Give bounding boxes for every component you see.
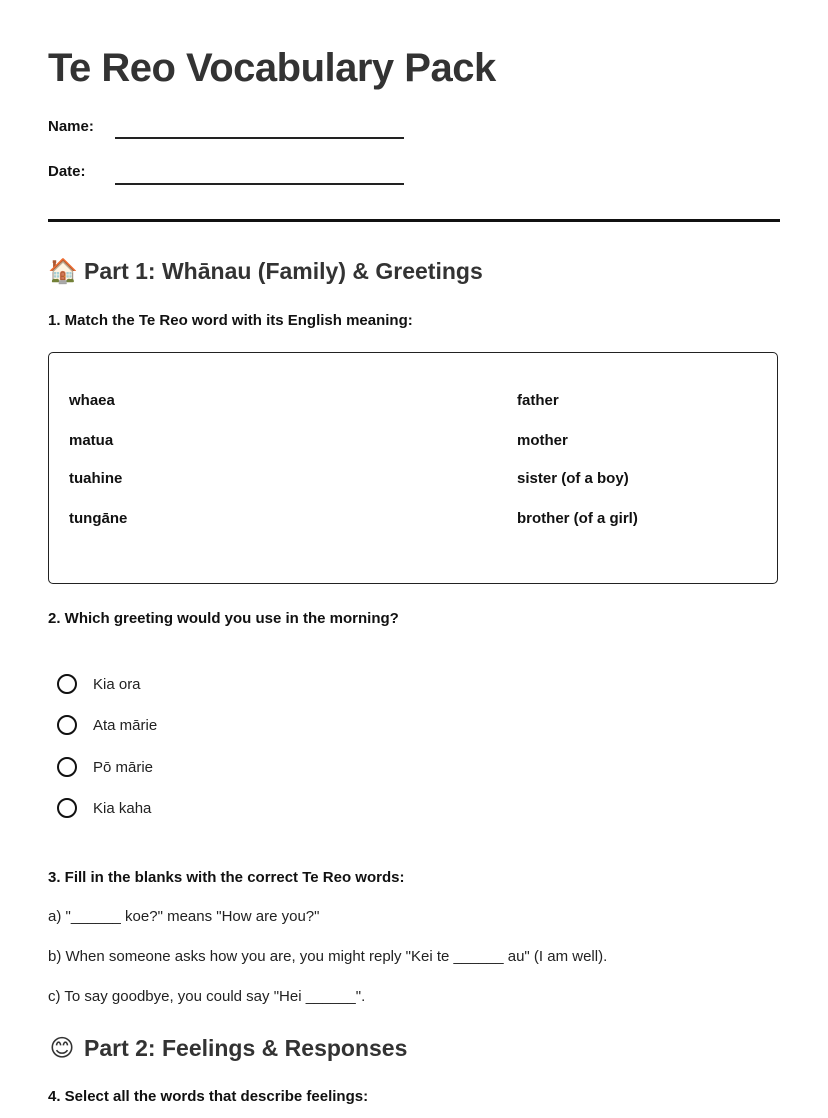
fill-blank-c: c) To say goodbye, you could say "Hei ______". xyxy=(48,988,366,1005)
part2-heading xyxy=(48,1034,407,1063)
radio-button[interactable] xyxy=(57,715,77,735)
match-left-item[interactable]: matua xyxy=(69,432,114,449)
part2-heading-text: Part 2: Feelings & Responses xyxy=(84,1035,408,1061)
match-left-item[interactable]: tuahine xyxy=(69,470,123,487)
question-3: 3. Fill in the blanks with the correct Te Reo words: xyxy=(48,869,405,886)
date-field[interactable] xyxy=(115,183,404,185)
question-1: 1. Match the Te Reo word with its English meaning: xyxy=(48,312,413,329)
question-4: 4. Select all the words that describe feelings: xyxy=(48,1088,369,1105)
radio-button[interactable] xyxy=(57,798,77,818)
greeting-option[interactable] xyxy=(57,674,141,694)
date-label: Date: xyxy=(48,163,86,180)
divider xyxy=(48,219,780,222)
greeting-option[interactable] xyxy=(57,715,157,735)
option-label: Kia ora xyxy=(93,675,141,693)
greeting-option[interactable] xyxy=(57,757,153,777)
part1-heading-text: Part 1: Whānau (Family) & Greetings xyxy=(84,258,483,284)
name-field[interactable] xyxy=(115,137,404,139)
greeting-option[interactable] xyxy=(57,798,151,818)
option-label: Pō mārie xyxy=(93,758,154,776)
page-title: Te Reo Vocabulary Pack xyxy=(48,46,496,90)
match-left-item[interactable]: whaea xyxy=(69,392,115,409)
part1-heading xyxy=(48,257,483,286)
question-2: 2. Which greeting would you use in the morning? xyxy=(48,610,399,627)
match-right-item[interactable]: father xyxy=(517,392,559,409)
radio-button[interactable] xyxy=(57,757,77,777)
smiling-face-icon: 😊 xyxy=(49,1035,75,1062)
match-right-item[interactable]: brother (of a girl) xyxy=(517,510,638,527)
match-right-item[interactable]: mother xyxy=(517,432,568,449)
match-right-item[interactable]: sister (of a boy) xyxy=(517,470,629,487)
match-box xyxy=(48,352,778,584)
fill-blank-a: a) "______ koe?" means "How are you?" xyxy=(48,908,320,925)
fill-blank-b: b) When someone asks how you are, you might reply "Kei te ______ au" (I am well). xyxy=(48,948,608,965)
match-left-item[interactable]: tungāne xyxy=(69,510,128,527)
option-label: Ata mārie xyxy=(93,716,158,734)
name-label: Name: xyxy=(48,118,94,135)
house-icon: 🏠 xyxy=(48,258,78,285)
option-label: Kia kaha xyxy=(93,799,152,817)
radio-button[interactable] xyxy=(57,674,77,694)
